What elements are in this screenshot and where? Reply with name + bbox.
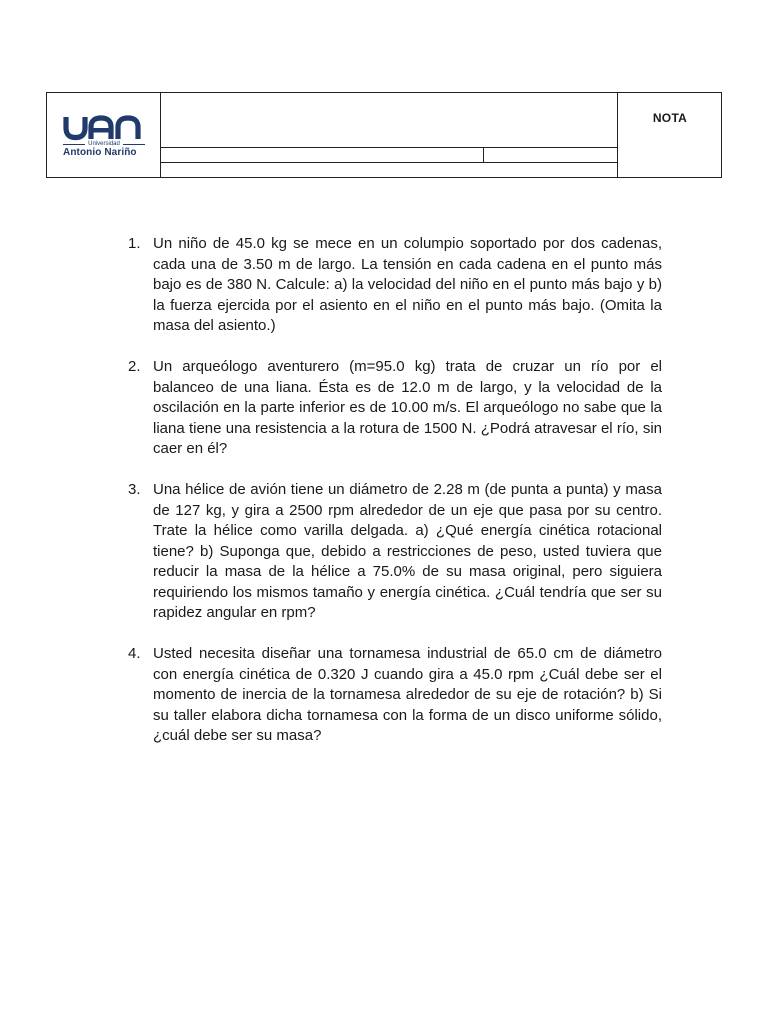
field-divider-bottom — [161, 162, 617, 163]
logo-university-text: Universidad — [63, 141, 145, 147]
university-logo — [63, 115, 145, 158]
uan-logo-mark — [63, 115, 143, 141]
logo-cell — [47, 93, 161, 177]
field-divider-top — [161, 147, 617, 148]
problem-item — [128, 234, 662, 337]
info-fields — [161, 93, 617, 177]
problem-list — [128, 234, 662, 767]
header-table — [46, 92, 722, 178]
nota-cell — [617, 93, 722, 177]
problem-text: Una hélice de avión tiene un diámetro de 2.28 m (de punta a punta) y masa de 127 kg, y gira a 2500 rpm alrededor de un eje que pasa por su centro. Trate la hélice como varilla delgada. a) ¿Qué energía cinética rotacional tiene? b) Suponga que, debido a restricciones de peso, usted tuviera que reducir la masa de la hélice a 75.0% de su masa original, pero siguiera requiriendo los mismos tamaño y energía cinética. ¿Cuál tendría que ser su rapidez angular en rpm? — [153, 481, 662, 621]
nota-label: NOTA — [652, 111, 688, 125]
problem-number: 2. — [128, 358, 141, 375]
problem-text: Un niño de 45.0 kg se mece en un columpio soportado por dos cadenas, cada una de 3.50 m de largo. La tensión en cada cadena en el punto más bajo es de 380 N. Calcule: a) la velocidad del niño en el punto más bajo y b) la fuerza ejercida por el asiento en el niño en el punto más bajo. (Omita la masa del asiento.) — [153, 235, 662, 334]
problem-number: 3. — [128, 481, 141, 498]
field-divider-vertical — [483, 147, 484, 162]
problem-item — [128, 480, 662, 624]
logo-name-text: Antonio Nariño — [63, 147, 137, 158]
problem-item — [128, 644, 662, 747]
problem-number: 4. — [128, 645, 141, 662]
problem-text: Usted necesita diseñar una tornamesa industrial de 65.0 cm de diámetro con energía cinética de 0.320 J cuando gira a 45.0 rpm ¿Cuál debe ser el momento de inercia de la tornamesa alrededor de su eje de rotación? b) Si su taller elabora dicha tornamesa con la forma de un disco uniforme sólido, ¿cuál debe ser su masa? — [153, 645, 662, 744]
problem-number: 1. — [128, 235, 141, 252]
problem-text: Un arqueólogo aventurero (m=95.0 kg) trata de cruzar un río por el balanceo de una liana. Ésta es de 12.0 m de largo, y la velocidad de la oscilación en la parte inferior es de 10.00 m/s. El arqueólogo no sabe que la liana tiene una resistencia a la rotura de 1500 N. ¿Podrá atravesar el río, sin caer en él? — [153, 358, 662, 457]
problem-item — [128, 357, 662, 460]
